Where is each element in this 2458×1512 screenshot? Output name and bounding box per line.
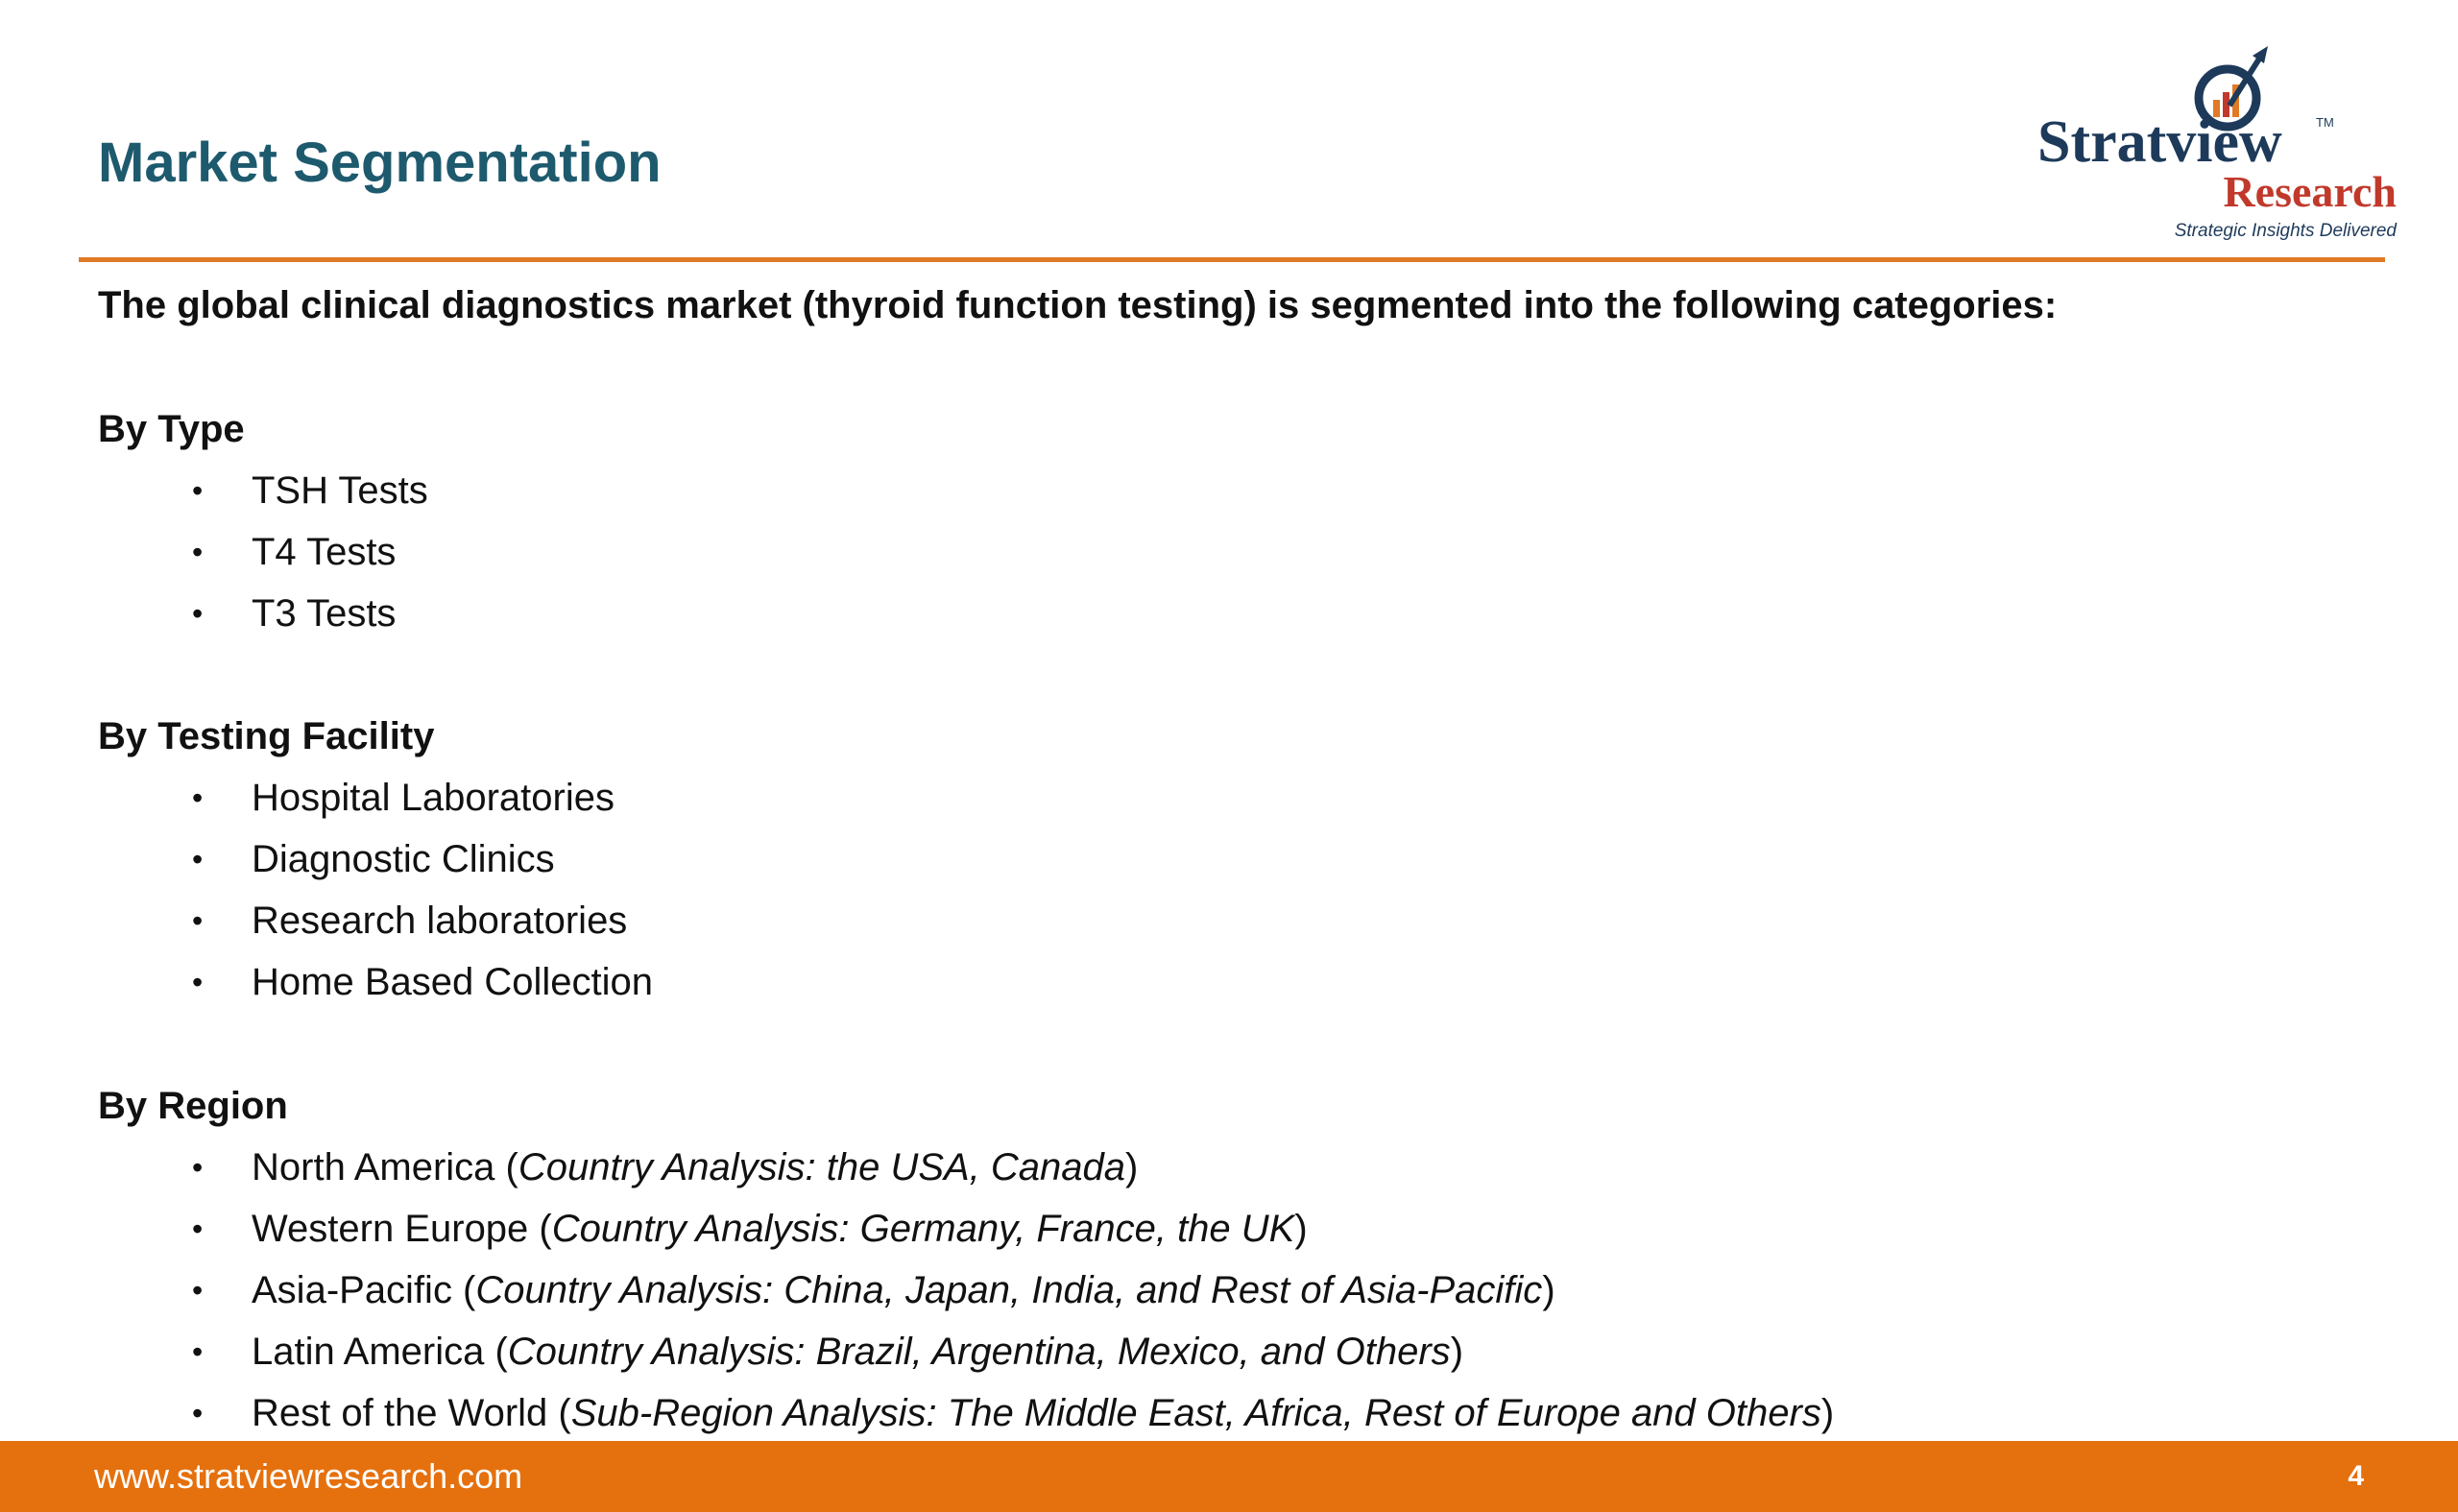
section-by-region — [98, 1075, 2364, 1444]
stratview-logo — [2016, 38, 2400, 250]
bullet-dot: • — [192, 473, 204, 508]
item-name: T3 Tests — [252, 592, 397, 635]
bullet-list — [98, 1137, 2364, 1444]
footer-bar — [0, 1441, 2458, 1512]
header-divider — [79, 257, 2385, 262]
list-item — [98, 521, 2364, 583]
item-name: Latin America ( — [252, 1331, 508, 1373]
item-name: Diagnostic Clinics — [252, 838, 555, 880]
intro-text: The global clinical diagnostics market (thyroid function testing) is segmented into the following categories: — [98, 284, 2058, 326]
bullet-dot: • — [192, 1150, 204, 1185]
list-item — [98, 460, 2364, 521]
logo-brand: Stratview — [2037, 109, 2282, 175]
list-item — [98, 1260, 2364, 1321]
page-number: 4 — [2348, 1460, 2364, 1492]
item-detail: Country Analysis: Germany, France, the UK — [551, 1208, 1295, 1250]
logo-sub: Research — [2223, 167, 2397, 216]
item-name: Western Europe ( — [252, 1208, 552, 1250]
list-item — [98, 890, 2364, 951]
bullet-list — [98, 767, 2364, 1013]
list-item — [98, 828, 2364, 890]
bullet-dot: • — [192, 1334, 204, 1369]
section-heading: By Region — [98, 1085, 288, 1127]
page-title: Market Segmentation — [98, 132, 662, 194]
item-close: ) — [1450, 1331, 1464, 1373]
item-detail: Country Analysis: Brazil, Argentina, Mexico, and Others — [507, 1331, 1451, 1373]
item-name: Research laboratories — [252, 900, 628, 942]
logo-tagline: Strategic Insights Delivered — [2174, 221, 2397, 241]
item-name: Asia-Pacific ( — [252, 1269, 476, 1311]
bullet-dot: • — [192, 596, 204, 631]
item-close: ) — [1294, 1208, 1308, 1250]
logo-tm: TM — [2316, 115, 2334, 130]
bullet-dot: • — [192, 965, 204, 999]
section-heading: By Testing Facility — [98, 715, 435, 757]
item-name: North America ( — [252, 1146, 518, 1188]
section-heading: By Type — [98, 408, 245, 450]
item-detail: Sub-Region Analysis: The Middle East, Africa, Rest of Europe and Others — [570, 1392, 1821, 1434]
bullet-dot: • — [192, 903, 204, 938]
bullet-dot: • — [192, 1273, 204, 1308]
bullet-dot: • — [192, 1396, 204, 1430]
list-item — [98, 1321, 2364, 1382]
bullet-dot: • — [192, 1212, 204, 1246]
bullet-dot: • — [192, 535, 204, 569]
list-item — [98, 1198, 2364, 1260]
item-name: Home Based Collection — [252, 961, 653, 1003]
item-close: ) — [1820, 1392, 1835, 1434]
list-item — [98, 1137, 2364, 1198]
item-detail: Country Analysis: China, Japan, India, and Rest of Asia-Pacific — [475, 1269, 1543, 1311]
list-item — [98, 1382, 2364, 1444]
item-name: Rest of the World ( — [252, 1392, 571, 1434]
footer-url-link[interactable]: www.stratviewresearch.com — [94, 1456, 523, 1496]
bullet-dot: • — [192, 842, 204, 876]
item-name: TSH Tests — [252, 469, 428, 512]
item-close: ) — [1125, 1146, 1139, 1188]
section-by-type — [98, 398, 2364, 644]
list-item — [98, 951, 2364, 1013]
bullet-dot: • — [192, 780, 204, 815]
item-name: T4 Tests — [252, 531, 397, 573]
list-item — [98, 767, 2364, 828]
item-detail: Country Analysis: the USA, Canada — [518, 1146, 1126, 1188]
item-close: ) — [1542, 1269, 1555, 1311]
section-by-testing-facility — [98, 706, 2364, 1013]
bullet-list — [98, 460, 2364, 644]
item-name: Hospital Laboratories — [252, 777, 614, 819]
list-item — [98, 583, 2364, 644]
